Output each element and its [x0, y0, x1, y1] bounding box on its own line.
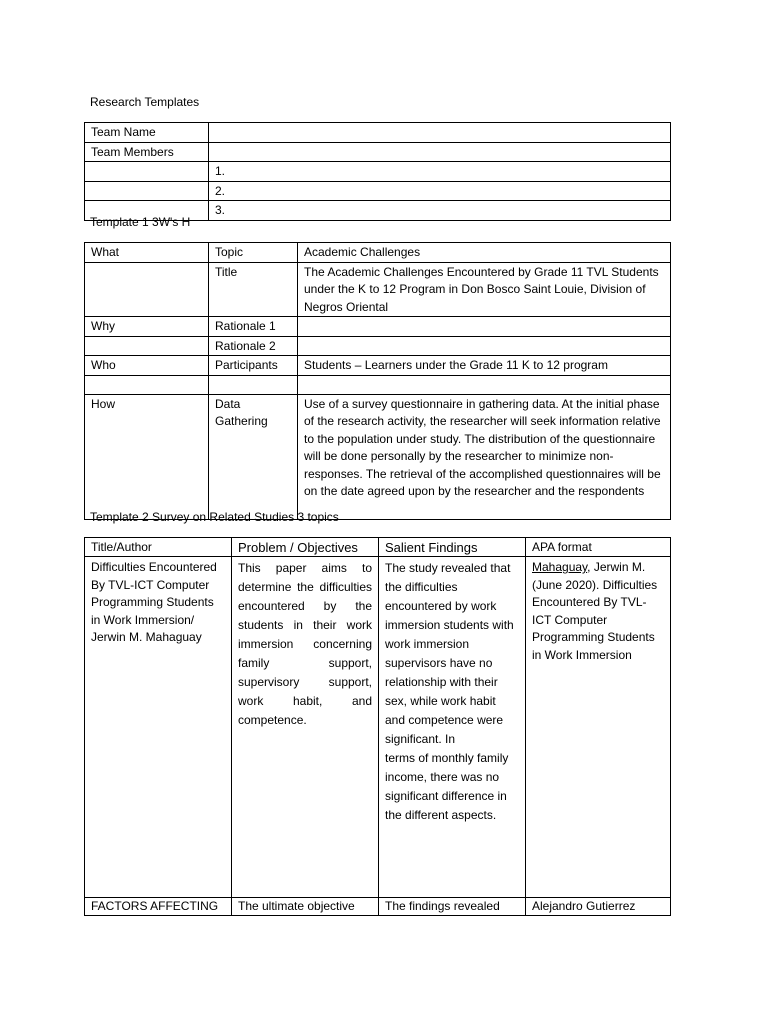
- team-members-row: [85, 142, 671, 162]
- team-member-2[interactable]: 2.: [209, 181, 671, 201]
- table-row: [85, 317, 671, 337]
- row1-problem[interactable]: This paper aims to determine the difficulties encountered by the students in their work immersion concerning family support, supervisory support, work habit, and competence.: [232, 557, 379, 898]
- what-label: What: [85, 243, 209, 263]
- team-members-label: Team Members: [85, 142, 209, 162]
- how-label: How: [85, 394, 209, 519]
- template1-heading: Template 1 3W's H: [90, 215, 191, 229]
- why-label: Why: [85, 317, 209, 337]
- data-gathering-label: Data Gathering: [209, 394, 298, 519]
- row2-title-author[interactable]: FACTORS AFFECTING: [85, 898, 232, 916]
- table-row: [85, 356, 671, 376]
- table-row: [85, 375, 671, 394]
- team-members-field[interactable]: [209, 142, 671, 162]
- topic-label: Topic: [209, 243, 298, 263]
- table-row: [85, 243, 671, 263]
- column-header-findings: Salient Findings: [379, 538, 526, 557]
- data-gathering-value[interactable]: Use of a survey questionnaire in gathering data. At the initial phase of the research activity, the researcher will seek information relative to the population under study. The distribution of the questionnaire will be done personally by the researcher to minimize non-responses. The retrieval of the accomplished questionnaires will be on the date agreed upon by the researcher and the respondents: [298, 394, 671, 519]
- table-row: [85, 336, 671, 356]
- column-header-problem: Problem / Objectives: [232, 538, 379, 557]
- table-header-row: [85, 538, 671, 557]
- column-header-apa: APA format: [526, 538, 671, 557]
- rationale2-value[interactable]: [298, 336, 671, 356]
- rationale2-label: Rationale 2: [209, 336, 298, 356]
- team-member-row: [85, 162, 671, 182]
- table-row: [85, 898, 671, 916]
- row1-apa-citation: , Jerwin M. (June 2020). Difficulties Encountered By TVL-ICT Computer Programming Students in Work Immersion: [532, 560, 658, 662]
- row2-problem[interactable]: The ultimate objective: [232, 898, 379, 916]
- title-value[interactable]: The Academic Challenges Encountered by Grade 11 TVL Students under the K to 12 Program in Don Bosco Saint Louie, Division of Negros Oriental: [298, 262, 671, 317]
- column-header-title-author: Title/Author: [85, 538, 232, 557]
- row1-apa[interactable]: [526, 557, 671, 898]
- row2-findings[interactable]: The findings revealed: [379, 898, 526, 916]
- row1-apa-author: Mahaguay: [532, 560, 588, 574]
- team-table: [84, 122, 671, 221]
- row1-findings-part1: The study revealed that the difficulties encountered by work immersion students with work immersion supervisors have no relationship with their sex, while work habit and competence were significant. In: [385, 561, 514, 746]
- team-member-1[interactable]: 1.: [209, 162, 671, 182]
- topic-value[interactable]: Academic Challenges: [298, 243, 671, 263]
- team-member-3[interactable]: 3.: [209, 201, 671, 221]
- row1-findings[interactable]: [379, 557, 526, 898]
- team-name-row: [85, 123, 671, 143]
- document-title: Research Templates: [90, 95, 200, 109]
- who-label: Who: [85, 356, 209, 376]
- row1-findings-part2: terms of monthly family income, there was no significant difference in the different aspects.: [385, 751, 509, 822]
- participants-value[interactable]: Students – Learners under the Grade 11 K to 12 program: [298, 356, 671, 376]
- rationale1-label: Rationale 1: [209, 317, 298, 337]
- table-row: [85, 557, 671, 898]
- table-row: [85, 262, 671, 317]
- team-member-row: [85, 181, 671, 201]
- template2-heading: Template 2 Survey on Related Studies 3 topics: [90, 510, 339, 524]
- team-name-field[interactable]: [209, 123, 671, 143]
- template2-table: [84, 537, 671, 916]
- row1-title-author[interactable]: Difficulties Encountered By TVL-ICT Computer Programming Students in Work Immersion/ Jerwin M. Mahaguay: [85, 557, 232, 898]
- participants-label: Participants: [209, 356, 298, 376]
- template1-table: [84, 242, 671, 520]
- table-row: [85, 394, 671, 519]
- team-name-label: Team Name: [85, 123, 209, 143]
- row2-apa[interactable]: Alejandro Gutierrez: [526, 898, 671, 916]
- title-label: Title: [209, 262, 298, 317]
- rationale1-value[interactable]: [298, 317, 671, 337]
